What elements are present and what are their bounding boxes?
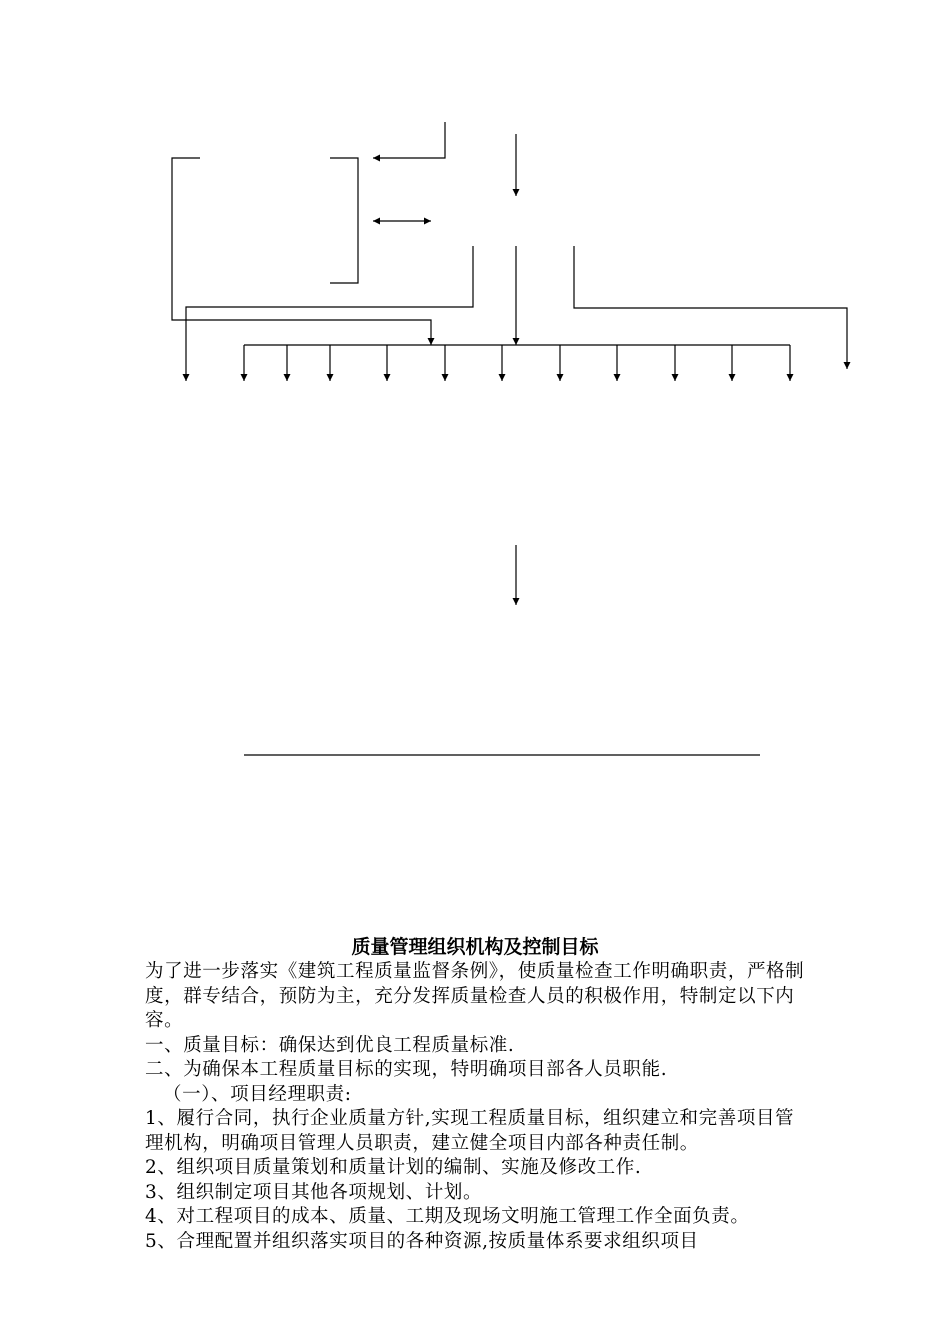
paragraph-responsibilities: 二、为确保本工程质量目标的实现，特明确项目部各人员职能. [145,1059,668,1080]
connector-line [574,246,847,369]
paragraph-intro: 为了进一步落实《建筑工程质量监督条例》，使质量检查工作明确职责，严格制度，群专结合，预防为主，充分发挥质量检查人员的积极作用，特制定以下内容。 [145,961,805,1031]
list-item: 4、对工程项目的成本、质量、工期及现场文明施工管理工作全面负责。 [145,1206,750,1227]
list-item: 5、合理配置并组织落实项目的各种资源,按质量体系要求组织项目 [145,1230,699,1252]
document-title: 质量管理组织机构及控制目标 [351,936,599,958]
list-item: 3、组织制定项目其他各项规划、计划。 [145,1181,483,1203]
connector-line [172,158,431,345]
list-item: 1、履行合同，执行企业质量方针,实现工程质量目标，组织建立和完善项目管理机构，明确项目管理人员职责，建立健全项目内部各种责任制。 [145,1108,795,1154]
connector-line [373,122,445,158]
list-item: 2、组织项目质量策划和质量计划的编制、实施及修改工作. [145,1157,642,1178]
bracket-line [330,158,358,283]
paragraph-quality-goal: 一、质量目标：确保达到优良工程质量标准. [145,1034,515,1056]
document-body [145,960,810,1254]
section-heading-project-manager: （一）、项目经理职责: [163,1083,352,1105]
